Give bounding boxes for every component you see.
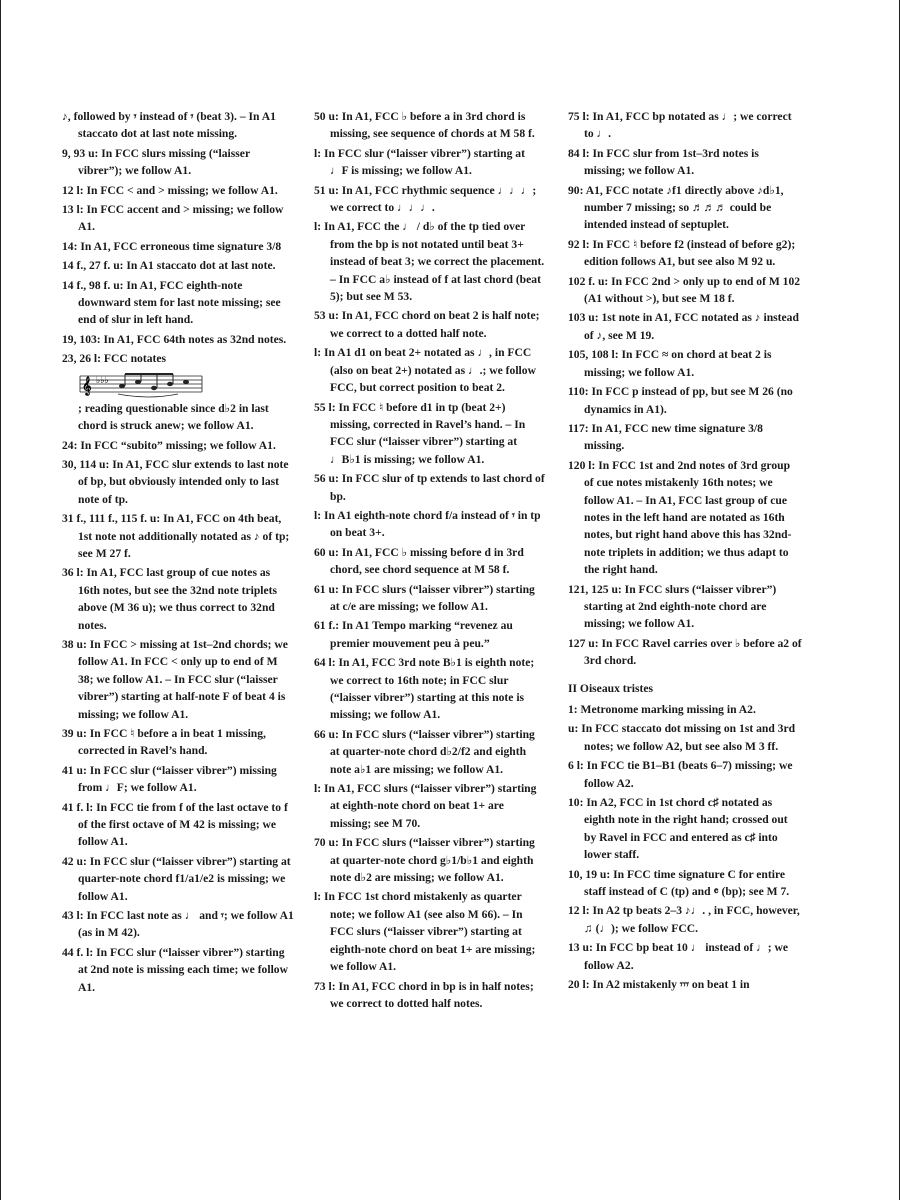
note-entry: 105, 108 l: In FCC ≈ on chord at beat 2 is missing; we follow A1. (568, 348, 772, 379)
note-entry: 13 l: In FCC accent and > missing; we follow A1. (62, 203, 284, 234)
note-entry: 50 u: In A1, FCC ♭ before a in 3rd chord is missing, see sequence of chords at M 58 f. (314, 110, 535, 141)
note-entry: 10, 19 u: In FCC time signature C for entire staff instead of C (tp) and 𝄴 (bp); see M 7. (568, 867, 790, 899)
note-entry: l: In A1 d1 on beat 2+ notated as ♩, in FCC (also on beat 2+) notated as ♩.; we follow FCC, but correct position to beat 2. (314, 346, 536, 395)
note-entry: 90: A1, FCC notate ♪f1 directly above ♪d♭1, number 7 missing; so ♬♬♬ could be intended instead of septuplet. (568, 183, 784, 232)
note-entry: 44 f. l: In FCC slur (“laisser vibrer”) starting at 2nd note is missing each time; we follow A1. (62, 945, 288, 994)
note-entry: 73 l: In A1, FCC chord in bp is in half notes; we correct to dotted half notes. (314, 979, 534, 1010)
section-heading: II Oiseaux tristes (568, 681, 654, 695)
note-entry: 117: In A1, FCC new time signature 3/8 missing. (568, 421, 763, 453)
note-entry: 43 l: In FCC last note as ♩ and 𝄾; we follow A1 (as in M 42). (62, 909, 294, 940)
note-entry: 9, 93 u: In FCC slurs missing (“laisser vibrer”); we follow A1. (62, 146, 250, 178)
note-entry: 12 l: In A2 tp beats 2–3 ♪♩. , in FCC, however, ♫ (♩); we follow FCC. (568, 904, 800, 935)
note-entry: 42 u: In FCC slur (“laisser vibrer”) starting at quarter-note chord f1/a1/e2 is missing; we follow A1. (62, 854, 291, 903)
note-entry: 14 f., 98 f. u: In A1, FCC eighth-note downward stem for last note missing; see end of slur in left hand. (62, 278, 281, 327)
note-entry: 36 l: In A1, FCC last group of cue notes as 16th notes, but see the 32nd note triplets above (M 36 u); we thus correct to 32nd notes. (62, 566, 278, 632)
note-entry: 127 u: In FCC Ravel carries over ♭ before a2 of 3rd chord. (568, 636, 802, 668)
note-entry: 14 f., 27 f. u: In A1 staccato dot at last note. (62, 259, 276, 273)
note-entry: 38 u: In FCC > missing at 1st–2nd chords; we follow A1. In FCC < only up to end of M 38; we follow A1. – In FCC slur (“laisser vibrer”) starting at half-note F of beat 4 is missing; we follow A1. (62, 637, 288, 721)
note-entry: 14: In A1, FCC erroneous time signature 3/8 (62, 239, 282, 253)
note-entry: 103 u: 1st note in A1, FCC notated as ♪ instead of ♪, see M 19. (568, 311, 799, 342)
note-entry: 23, 26 l: FCC notates (62, 352, 167, 366)
note-entry: 10: In A2, FCC in 1st chord c♯ notated as eighth note in the right hand; crossed out by Ravel in FCC and entered as c♯ into lower staff. (568, 796, 788, 862)
note-entry: 75 l: In A1, FCC bp notated as ♩; we correct to ♩. (568, 110, 792, 141)
column-2 (314, 108, 546, 1014)
note-entry: 84 l: In FCC slur from 1st–3rd notes is missing; we follow A1. (568, 146, 759, 178)
note-entry: 120 l: In FCC 1st and 2nd notes of 3rd group of cue notes mistakenly 16th notes; we follow A1. – In A1, FCC last group of cue notes in the left hand are notated as 16th notes, but right hand above this has 32nd-note triplets in addition; we thus adapt to the right hand. (568, 458, 792, 577)
note-entry: l: In A1, FCC slurs (“laisser vibrer”) starting at eighth-note chord on beat 1+ are missing; see M 70. (314, 782, 537, 830)
note-entry: 30, 114 u: In A1, FCC slur extends to last note of bp, but obviously intended only to last note of tp. (62, 457, 289, 506)
note-entry: 51 u: In A1, FCC rhythmic sequence ♩♩♩; we correct to ♩♩♩. (314, 183, 537, 215)
note-entry: ♪, followed by 𝄾 instead of 𝄾 (beat 3). – In A1 staccato dot at last note missing. (62, 110, 276, 141)
note-entry: 60 u: In A1, FCC ♭ missing before d in 3rd chord, see chord sequence at M 58 f. (314, 545, 524, 577)
note-entry: 56 u: In FCC slur of tp extends to last chord of bp. (314, 472, 545, 503)
note-entry: 13 u: In FCC bp beat 10 ♩ instead of ♩; we follow A2. (568, 941, 788, 972)
note-entry: 6 l: In FCC tie B1–B1 (beats 6–7) missing; we follow A2. (568, 759, 793, 790)
note-entry: 24: In FCC “subito” missing; we follow A1. (62, 438, 276, 452)
note-entry: 1: Metronome marking missing in A2. (568, 703, 756, 716)
note-entry: 61 u: In FCC slurs (“laisser vibrer”) starting at c/e are missing; we follow A1. (314, 582, 535, 613)
note-entry: 92 l: In FCC ♮ before f2 (instead of before g2); edition follows A1, but see also M 92 u. (568, 237, 796, 269)
column-1 (62, 108, 294, 998)
note-entry: 19, 103: In A1, FCC 64th notes as 32nd notes. (62, 332, 287, 346)
note-entry: 102 f. u: In FCC 2nd > only up to end of M 102 (A1 without >), but see M 18 f. (568, 274, 801, 306)
note-entry: 41 f. l: In FCC tie from f of the last octave to f of the first octave of M 42 is missing; we follow A1. (62, 800, 288, 849)
note-entry: l: In A1, FCC the ♩ / d♭ of the tp tied over from the bp is not notated until beat 3+ instead of beat 3; we correct the placement. – In FCC a♭ instead of f at last chord (beat 5); but see M 53. (314, 220, 545, 304)
note-entry: 70 u: In FCC slurs (“laisser vibrer”) starting at quarter-note chord g♭1/b♭1 and eighth note d♭2 are missing; we follow A1. (314, 836, 535, 885)
left-border-line (0, 0, 1, 1200)
note-entry: 41 u: In FCC slur (“laisser vibrer”) missing from ♩F; we follow A1. (62, 763, 277, 795)
column-3 (568, 108, 802, 996)
note-entry: l: In FCC slur (“laisser vibrer”) starting at ♩F is missing; we follow A1. (314, 146, 525, 178)
note-entry: 53 u: In A1, FCC chord on beat 2 is half note; we correct to a dotted half note. (314, 309, 540, 340)
note-entry: l: In FCC 1st chord mistakenly as quarter note; we follow A1 (see also M 66). – In FCC slurs (“laisser vibrer”) starting at eighth-note chord on beat 1+ are missing; we follow A1. (314, 890, 536, 974)
note-entry: ; reading questionable since d♭2 in last chord is struck anew; we follow A1. (78, 401, 269, 433)
svg-text:♭♭♭: ♭♭♭ (96, 375, 109, 386)
note-entry: 12 l: In FCC < and > missing; we follow A1. (62, 183, 278, 197)
note-entry: 121, 125 u: In FCC slurs (“laisser vibrer”) starting at 2nd eighth-note chord are missing; we follow A1. (568, 582, 777, 631)
svg-text:𝄞: 𝄞 (82, 375, 92, 395)
note-entry: 39 u: In FCC ♮ before a in beat 1 missing, corrected in Ravel’s hand. (62, 727, 266, 758)
note-entry: 66 u: In FCC slurs (“laisser vibrer”) starting at quarter-note chord d♭2/f2 and eighth note a♭1 are missing; we follow A1. (314, 727, 535, 776)
note-entry: 61 f.: In A1 Tempo marking “revenez au premier mouvement peu à peu.” (314, 619, 513, 650)
music-staff-excerpt (78, 370, 204, 398)
note-entry: 31 f., 111 f., 115 f. u: In A1, FCC on 4th beat, 1st note not additionally notated as ♪ of tp; see M 27 f. (62, 512, 290, 560)
note-entry: u: In FCC staccato dot missing on 1st and 3rd notes; we follow A2, but see also M 3 ff. (568, 722, 796, 753)
note-entry: 110: In FCC p instead of pp, but see M 26 (no dynamics in A1). (568, 385, 793, 416)
note-entry: 55 l: In FCC ♮ before d1 in tp (beat 2+) missing, corrected in Ravel’s hand. – In FCC slur (“laisser vibrer”) starting at ♩B♭1 is missing; we follow A1. (314, 400, 526, 466)
note-entry: 20 l: In A2 mistakenly 𝄾𝄾𝄾 on beat 1 in (568, 978, 750, 992)
note-entry: 64 l: In A1, FCC 3rd note B♭1 is eighth note; we correct to 16th note; in FCC slur (“laisser vibrer”) starting at this note is missing; we follow A1. (314, 656, 535, 722)
note-entry: l: In A1 eighth-note chord f/a instead of 𝄾 in tp on beat 3+. (314, 508, 541, 540)
